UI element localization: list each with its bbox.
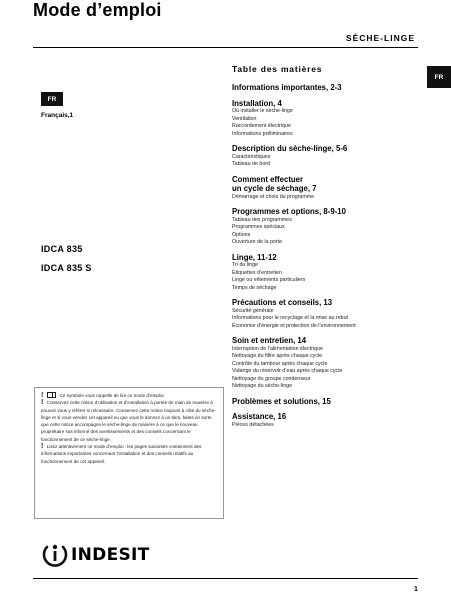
product-name: SÈCHE-LINGE [345, 33, 415, 43]
toc-section-title: Informations importantes, 2-3 [232, 83, 342, 92]
notice-paragraph [41, 399, 217, 443]
toc-item: Pièces détachées [232, 421, 274, 428]
toc-item: Options [232, 231, 251, 238]
toc-item: Étiquettes d’entretien [232, 269, 282, 276]
notice-text: Lisez attentivement ce mode d’emploi : les pages suivantes contiennent des informations importantes concernant l’installation et des conseils relatifs au fonctionnement de cet appareil. [41, 444, 202, 464]
toc-item: Sécurité générale [232, 307, 274, 314]
language-badge: FR [41, 92, 63, 106]
model-name: IDCA 835 S [41, 263, 92, 273]
notice-text: Ce symbole vous rappelle de lire ce mode d’emploi. [59, 393, 165, 398]
toc-item: Interruption de l’alimentation électrique [232, 345, 323, 352]
toc-item: Où installer le sèche-linge [232, 108, 293, 114]
toc-section-title: Installation, 4 [232, 98, 282, 108]
brand-logo [41, 541, 150, 569]
toc-section [232, 397, 422, 407]
model-list [41, 240, 92, 278]
warning-icon: ! [41, 392, 44, 399]
toc-section [232, 253, 422, 293]
toc-item: Démarrage et choix du programme [232, 193, 315, 200]
page-title: Mode d’emploi [33, 0, 162, 20]
toc-item: Contrôle du tambour après chaque cycle [232, 360, 328, 367]
toc-section [232, 144, 422, 169]
toc-item: Ouverture de la porte [232, 239, 283, 245]
warning-icon: ! [41, 399, 44, 407]
toc-item: Tableau de bord [232, 161, 270, 167]
toc-section-title: Précautions et conseils, 13 [232, 298, 333, 307]
notice-box [34, 387, 224, 519]
toc-section-title-cont: un cycle de séchage, 7 [232, 184, 317, 193]
toc-item: Informations préliminaires [232, 130, 293, 137]
toc-section [232, 83, 422, 93]
toc-title: Table des matières [232, 64, 323, 74]
notice-paragraph [41, 443, 217, 465]
indesit-logo-icon [41, 541, 69, 569]
toc-section [232, 207, 422, 247]
model-name: IDCA 835 [41, 244, 83, 254]
warning-icon: ! [41, 443, 44, 451]
toc-item: Ventilation [232, 115, 257, 122]
footer-rule [33, 578, 418, 579]
toc-item: Vidange du réservoir d’eau après chaque cycle [232, 368, 343, 374]
book-icon [47, 392, 56, 398]
toc-item: Raccordement électrique [232, 123, 291, 129]
toc-item: Caractéristiques [232, 153, 271, 160]
toc-item: Programmes spéciaux [232, 224, 285, 230]
page-number: 1 [414, 586, 418, 593]
language-page-ref: Français,1 [41, 112, 74, 119]
toc-item: Tri du linge [232, 262, 259, 268]
header-rule [33, 47, 418, 48]
toc-section-title: Linge, 11-12 [232, 252, 277, 262]
toc-item: Temps de séchage [232, 284, 277, 291]
toc-section-title: Comment effectuer [232, 174, 304, 184]
toc-section [232, 175, 422, 202]
brand-name: INDESIT [71, 545, 150, 565]
toc-item: Tableau des programmes [232, 216, 292, 223]
toc-section-title: Problèmes et solutions, 15 [232, 396, 331, 406]
toc-section [232, 412, 422, 429]
toc-item: Nettoyage du sèche-linge [232, 383, 293, 389]
toc-item: Informations pour le recyclage et la mise au rebut [232, 315, 349, 321]
toc-section-title: Soin et entretien, 14 [232, 336, 307, 345]
notice-paragraph [41, 392, 217, 399]
table-of-contents [232, 64, 422, 435]
toc-section-title: Programmes et options, 8-9-10 [232, 207, 346, 216]
toc-section [232, 336, 422, 391]
notice-text: Conservez cette notice d’utilisation et d’installation à portée de main de manière à pouvoir vous y référer si nécessaire. Conservez cette notice toujours à côté du sèche-linge et si vous vendez cet appareil ou que vous le donnez à un tiers, faites en sorte que cette notice accompagne le sèche-linge de manière à ce que le nouveau propriétaire soit informé des avertissements et des conseils concernant le fonctionnement de ce sèche-linge. [41, 400, 216, 442]
toc-section-title: Description du sèche-linge, 5-6 [232, 144, 348, 153]
toc-section-title: Assistance, 16 [232, 412, 287, 421]
toc-section [232, 99, 422, 139]
toc-section [232, 298, 422, 330]
toc-item: Économie d’énergie et protection de l’environnement [232, 322, 356, 329]
language-side-tab: FR [427, 66, 451, 88]
toc-item: Nettoyage du filtre après chaque cycle [232, 353, 323, 359]
toc-item: Linge ou vêtements particuliers [232, 277, 306, 283]
toc-item: Nettoyage du groupe condenseur [232, 375, 311, 382]
